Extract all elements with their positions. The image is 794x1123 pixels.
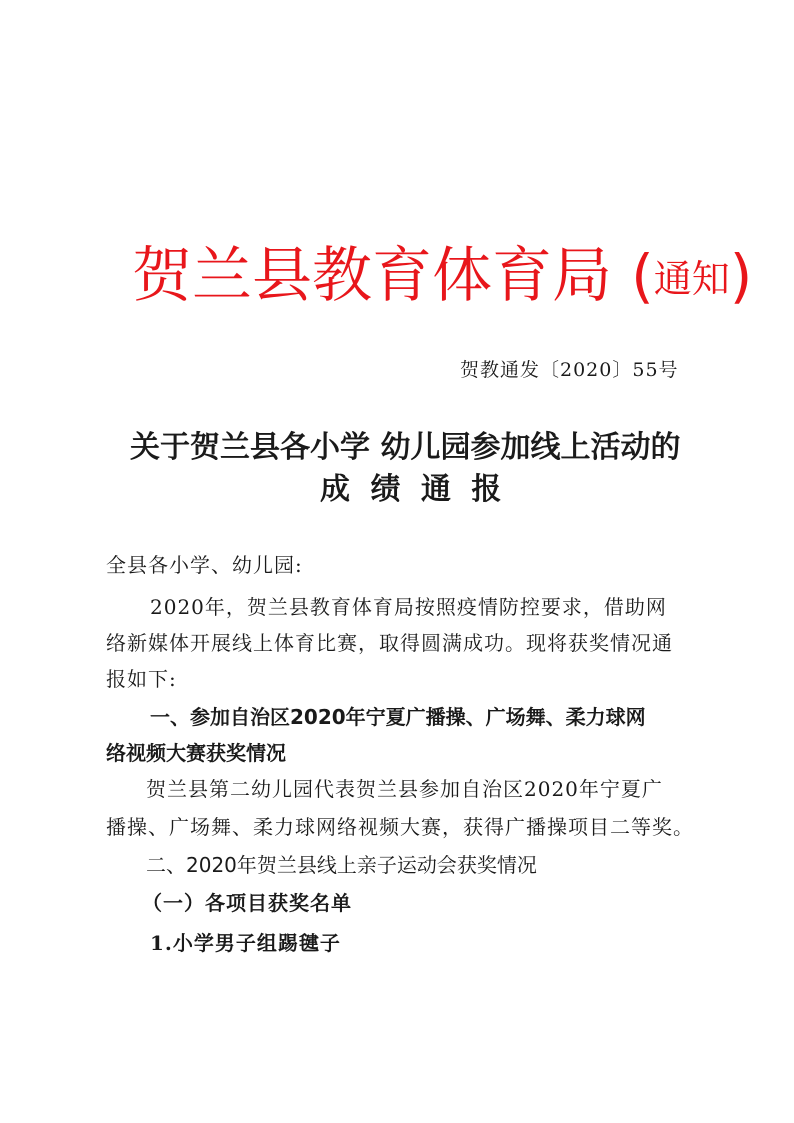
notice-label: 通知 bbox=[653, 257, 730, 301]
authority-name: 贺兰县教育体育局 bbox=[132, 241, 612, 311]
intro-paragraph-line1: 2020年，贺兰县教育体育局按照疫情防控要求，借助网 bbox=[150, 595, 667, 619]
notice-close-paren: ) bbox=[729, 242, 753, 310]
document-number: 贺教通发〔2020〕55号 bbox=[460, 359, 679, 381]
item1-heading: 1.小学男子组踢毽子 bbox=[150, 931, 341, 955]
section1-heading-line1: 一、参加自治区2020年宁夏广播操、广场舞、柔力球网 bbox=[150, 705, 646, 729]
notice-open-paren: ( bbox=[631, 242, 654, 310]
section2-heading: 二、2020年贺兰县线上亲子运动会获奖情况 bbox=[146, 853, 537, 877]
section1-text-line2: 播操、广场舞、柔力球网络视频大赛，获得广播操项目二等奖。 bbox=[106, 815, 694, 839]
intro-paragraph-line2: 络新媒体开展线上体育比赛，取得圆满成功。现将获奖情况通 bbox=[106, 631, 673, 655]
salutation: 全县各小学、幼儿园: bbox=[106, 553, 303, 577]
section1-text-line1: 贺兰县第二幼儿园代表贺兰县参加自治区2020年宁夏广 bbox=[146, 777, 663, 801]
document-title-line2: 成 绩 通 报 bbox=[320, 472, 502, 507]
document-title-line1: 关于贺兰县各小学 幼儿园参加线上活动的 bbox=[130, 430, 681, 465]
issuing-authority-header bbox=[132, 240, 752, 315]
intro-paragraph-line3: 报如下: bbox=[106, 667, 177, 691]
section1-heading-line2: 络视频大赛获奖情况 bbox=[106, 741, 286, 765]
subsection-heading: （一）各项目获奖名单 bbox=[142, 891, 352, 915]
